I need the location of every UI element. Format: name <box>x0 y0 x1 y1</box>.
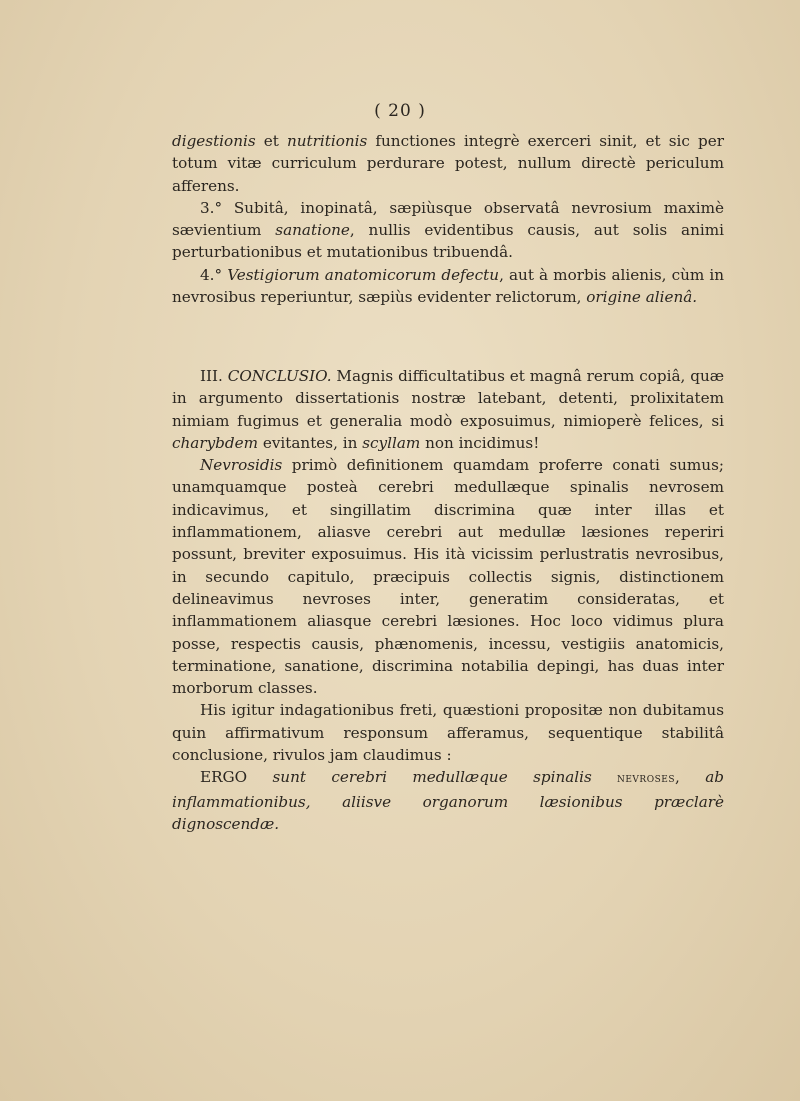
small-caps-term: nevroses <box>591 771 675 787</box>
text-run: His igitur indagationibus freti, quæstioni propositæ non dubitamus quin affirmativum responsum afferamus, sequentique stabilitâ conclusione, rivulos jam claudimus : <box>172 701 724 765</box>
text-run: Subitâ, inopinatâ, sæpiùsque observatâ nevrosium maximè sævientium <box>172 198 724 240</box>
item-number: 4.° <box>200 265 228 284</box>
italic-term: ab inflammationibus, aliisve organorum læsionibus præclarè dignoscendæ. <box>172 768 724 833</box>
summary-paragraph <box>172 454 724 699</box>
italic-term: scyllam <box>362 433 421 452</box>
inference-paragraph <box>172 699 724 766</box>
text-block-top <box>172 130 724 308</box>
item-number: 3.° <box>200 198 234 217</box>
conclusio-paragraph <box>172 365 724 454</box>
italic-term: sunt cerebri medullæque spinalis <box>272 768 592 787</box>
text-run: primò definitionem quamdam proferre conati sumus; unamquamque posteà cerebri medullæque spinalis nevrosem indicavimus, et singillatim discrimina quæ inter illas et inflammationem, aliasve cerebri aut medullæ læsiones reperiri possunt, breviter exposuimus. His ità vicissim perlustratis nevrosibus, in secundo capitulo, præcipuis collectis signis, distinctionem delineavimus nevroses inter, generatim consideratas, et inflammationem aliasque cerebri læsiones. Hoc loco vidimus plura posse, respectis causis, phænomenis, incessu, vestigiis anatomicis, terminatione, sanatione, discrimina notabilia depingi, has duas inter morborum classes. <box>172 456 724 698</box>
page-number: ( 20 ) <box>374 101 426 121</box>
text-run: non incidimus! <box>420 433 540 452</box>
italic-term: origine alienâ. <box>586 288 698 307</box>
section-number: III. <box>200 367 228 385</box>
italic-term: Nevrosidis <box>200 456 283 475</box>
text-run: , <box>675 768 706 787</box>
italic-term: sanatione <box>275 221 350 240</box>
numbered-item-3 <box>172 197 724 264</box>
italic-term: charybdem <box>172 433 259 452</box>
text-run: , nullis evidentibus causis, aut solis animi perturbationibus et mutationibus tribuendâ. <box>172 221 724 262</box>
text-run: evitantes, in <box>258 433 363 452</box>
italic-term: Vestigiorum anatomicorum defectu <box>227 265 500 284</box>
italic-term: digestionis <box>172 132 256 150</box>
text-run: functiones integrè exerceri sinit, et sic per totum vitæ curriculum perdurare potest, nullum directè periculum afferens. <box>172 132 725 195</box>
text-run: , aut à morbis alienis, cùm in nevrosibus reperiuntur, sæpiùs evidenter relictorum, <box>172 265 724 307</box>
text-block-conclusio <box>172 365 724 835</box>
italic-term: nutritionis <box>286 132 368 150</box>
section-heading: CONCLUSIO. <box>227 367 332 385</box>
text-run: Magnis difficultatibus et magnâ rerum copiâ, quæ in argumento dissertationis nostræ latebant, detenti, prolixitatem nimiam fugimus et generalia modò exposuimus, nimioperè felices, si <box>172 367 724 430</box>
continuation-paragraph <box>172 130 724 197</box>
text-run: et <box>255 132 287 150</box>
ergo-conclusion <box>172 766 724 835</box>
numbered-item-4 <box>172 264 724 309</box>
text-run: ERGO <box>200 768 273 787</box>
